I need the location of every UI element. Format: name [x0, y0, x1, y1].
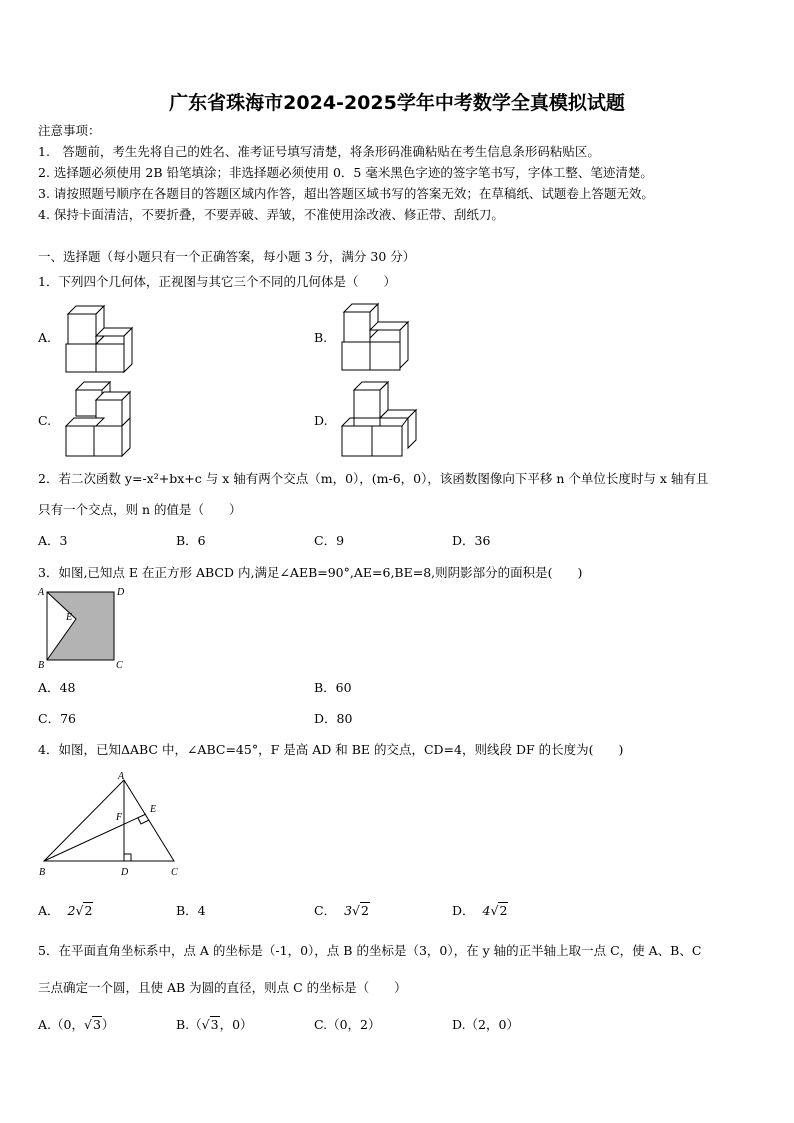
q1-option-a-label: A. — [38, 330, 52, 345]
notes-heading: 注意事项： — [38, 123, 101, 138]
q4-point-a: A — [118, 771, 125, 782]
q4-point-b: B — [39, 867, 46, 878]
q1-figure-d — [340, 378, 420, 458]
q3-option-c: C．76 — [38, 711, 76, 726]
q3-point-b: B — [38, 660, 45, 671]
q1-option-c-label: C. — [38, 413, 52, 428]
q4-figure — [36, 768, 186, 878]
note-item-1: 1. 答题前，考生先将自己的姓名、准考证号填写清楚，将条形码准确粘贴在考生信息条形码粘贴区。 — [38, 144, 600, 159]
q3-point-d: D — [117, 587, 125, 598]
q3-stem: 3．如图,已知点 E 在正方形 ABCD 内,满足∠AEB=90°,AE=6,BE=8,则阴影部分的面积是( ) — [38, 565, 583, 580]
q3-point-c: C — [116, 660, 123, 671]
q5-stem-line-1: 5．在平面直角坐标系中，点 A 的坐标是（-1，0），点 B 的坐标是（3，0），在 y 轴的正半轴上取一点 C，使 A、B、C — [38, 943, 702, 958]
q3-option-a: A．48 — [38, 680, 76, 695]
q4-point-d: D — [121, 867, 129, 878]
q5-option-c: C.（0，2） — [314, 1017, 381, 1032]
q4-option-d: D． 4√2 — [452, 903, 508, 918]
q2-option-c: C．9 — [314, 533, 345, 548]
q2-option-a: A．3 — [38, 533, 68, 548]
q4-point-c: C — [171, 867, 178, 878]
q3-option-b: B．60 — [314, 680, 352, 695]
q5-stem-line-2: 三点确定一个圆，且使 AB 为圆的直径，则点 C 的坐标是（ ） — [38, 980, 407, 995]
q1-option-b-label: B. — [314, 330, 328, 345]
q4-point-e: E — [150, 804, 157, 815]
q3-point-e: E — [66, 612, 73, 623]
q1-figure-a — [64, 300, 144, 378]
q4-option-a: A． 2√2 — [38, 903, 93, 918]
q2-option-b: B．6 — [176, 533, 206, 548]
q5-option-d: D.（2，0） — [452, 1017, 519, 1032]
note-item-2: 2. 选择题必须使用 2B 铅笔填涂；非选择题必须使用 0．5 毫米黑色字迹的签字笔书写，字体工整、笔迹清楚。 — [38, 165, 653, 180]
note-item-4: 4. 保持卡面清洁，不要折叠，不要弄破、弄皱，不准使用涂改液、修正带、刮纸刀。 — [38, 207, 504, 222]
q1-figure-b — [340, 300, 420, 378]
q4-option-c: C． 3√2 — [314, 903, 369, 918]
q5-option-a: A.（0，√3） — [38, 1017, 115, 1032]
note-item-3: 3. 请按照题号顺序在各题目的答题区域内作答，超出答题区域书写的答案无效；在草稿纸、试题卷上答题无效。 — [38, 186, 654, 201]
q2-stem-line-2: 只有一个交点，则 n 的值是（ ） — [38, 502, 242, 517]
q3-option-d: D．80 — [314, 711, 353, 726]
q3-point-a: A — [38, 587, 45, 598]
page-title: 广东省珠海市2024-2025学年中考数学全真模拟试题 — [169, 92, 625, 114]
q2-stem-line-1: 2．若二次函数 y=-x²+bx+c 与 x 轴有两个交点（m，0），(m-6，0），该函数图像向下平移 n 个单位长度时与 x 轴有且 — [38, 471, 709, 486]
q4-option-b: B．4 — [176, 903, 206, 918]
q5-option-b: B.（√3，0） — [176, 1017, 253, 1032]
section-heading: 一、选择题（每小题只有一个正确答案，每小题 3 分，满分 30 分） — [38, 249, 416, 264]
q3-figure — [36, 585, 128, 671]
q4-point-f: F — [116, 812, 123, 823]
q1-stem: 1．下列四个几何体，正视图与其它三个不同的几何体是（ ） — [38, 274, 396, 289]
q1-figure-c — [64, 378, 144, 458]
q4-stem: 4．如图，已知ΔABC 中，∠ABC=45°，F 是高 AD 和 BE 的交点，CD=4，则线段 DF 的长度为( ) — [38, 742, 624, 757]
q1-option-d-label: D. — [314, 413, 328, 428]
q2-option-d: D．36 — [452, 533, 491, 548]
